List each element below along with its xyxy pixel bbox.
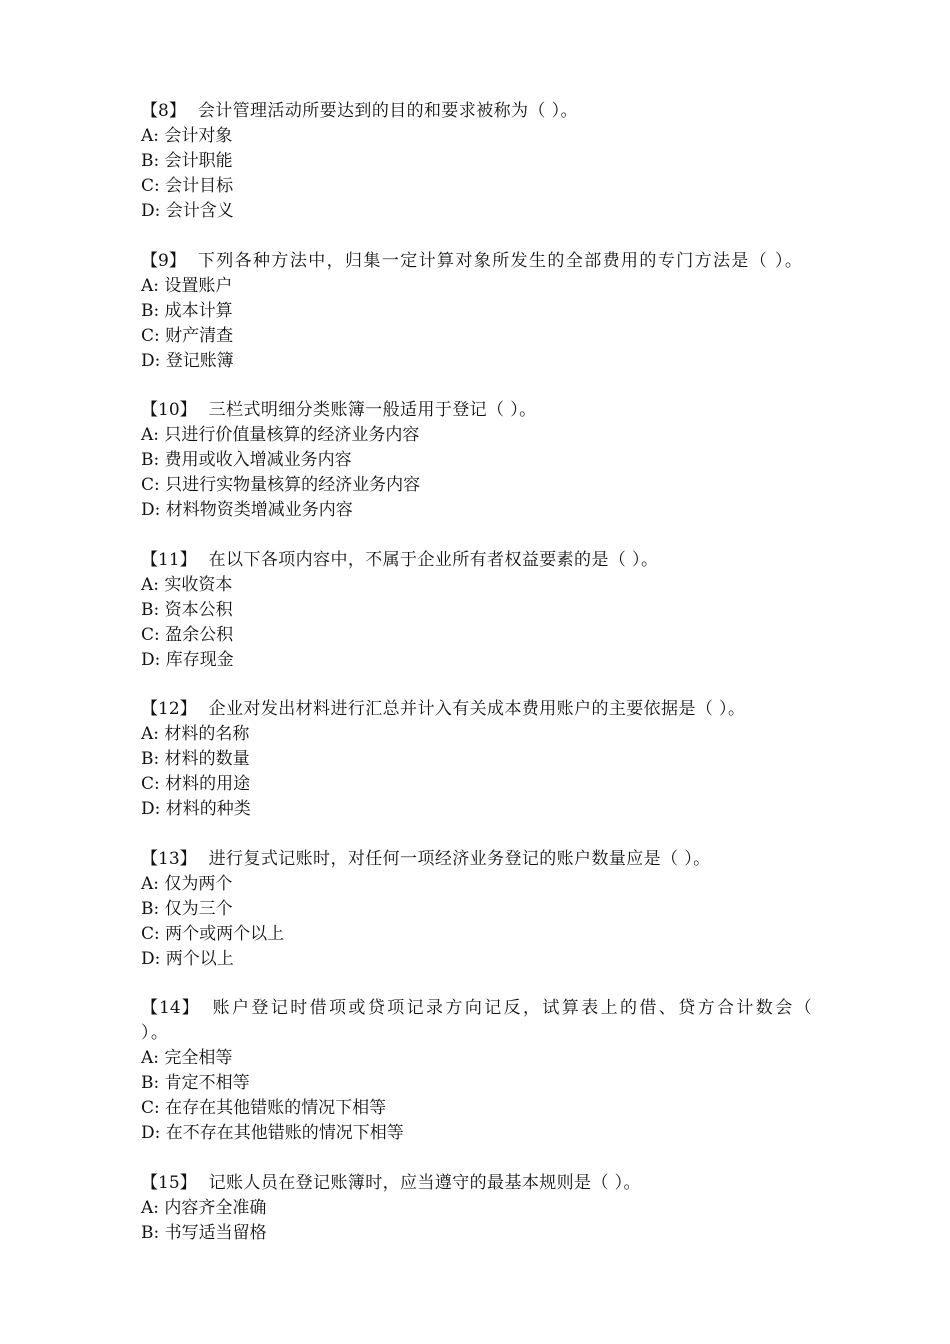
question-stem [141,1171,813,1196]
question-12 [141,697,813,822]
option-b: B: 仅为三个 [141,898,233,919]
question-text: 会计管理活动所要达到的目的和要求被称为（ ）。 [197,101,578,121]
option-b: B: 肯定不相等 [141,1073,250,1093]
option-b: B: 会计职能 [141,151,233,171]
option-d: D: 材料物资类增减业务内容 [141,500,353,520]
option-b: B: 费用或收入增减业务内容 [141,450,352,470]
option-c: C: 材料的用途 [141,774,251,794]
question-text: 在以下各项内容中，不属于企业所有者权益要素的是（ ）。 [208,549,659,570]
question-stem [141,996,813,1046]
question-15 [141,1171,813,1246]
question-text: 进行复式记账时，对任何一项经济业务登记的账户数量应是（ ）。 [208,848,711,869]
question-stem [141,847,813,872]
option-a: A: 仅为两个 [141,873,233,894]
question-text: 下列各种方法中，归集一定计算对象所发生的全部费用的专门方法是（ ）。 [197,250,804,271]
question-14 [141,996,813,1146]
option-c: C: 会计目标 [141,176,234,196]
option-c: C: 在存在其他错账的情况下相等 [141,1098,387,1118]
option-d: D: 登记账簿 [141,350,234,371]
question-stem [141,548,813,573]
question-number: 【13】 [141,848,197,869]
question-stem [141,249,813,274]
question-number: 【9】 [141,250,186,271]
option-c: C: 盈余公积 [141,624,234,645]
option-c: C: 财产清查 [141,325,234,346]
option-b: B: 书写适当留格 [141,1222,267,1243]
option-d: D: 在不存在其他错账的情况下相等 [141,1123,404,1143]
option-d: D: 库存现金 [141,649,234,670]
option-b: B: 材料的数量 [141,749,250,769]
question-text: 账户登记时借项或贷项记录方向记反，试算表上的借、贷方合计数会（ ）。 [141,998,813,1043]
option-a: A: 材料的名称 [141,724,250,744]
option-a: A: 设置账户 [141,275,233,296]
question-number: 【8】 [141,101,186,121]
option-d: D: 两个以上 [141,948,234,969]
question-text: 三栏式明细分类账簿一般适用于登记（ ）。 [208,400,537,420]
option-a: A: 会计对象 [141,126,233,146]
question-text: 记账人员在登记账簿时，应当遵守的最基本规则是（ ）。 [208,1172,641,1193]
option-a: A: 实收资本 [141,574,233,595]
option-d: D: 会计含义 [141,201,234,221]
question-stem [141,99,813,124]
option-c: C: 两个或两个以上 [141,923,285,944]
option-b: B: 资本公积 [141,599,233,620]
question-number: 【10】 [141,400,197,420]
question-stem [141,398,813,423]
question-list [141,99,813,1270]
option-a: A: 只进行价值量核算的经济业务内容 [141,425,420,445]
question-number: 【11】 [141,549,197,570]
question-11 [141,548,813,673]
option-a: A: 内容齐全准确 [141,1197,267,1218]
question-number: 【14】 [141,998,200,1018]
question-stem [141,697,813,722]
question-number: 【12】 [141,699,197,719]
option-a: A: 完全相等 [141,1048,233,1068]
question-10 [141,398,813,523]
question-8 [141,99,813,224]
option-c: C: 只进行实物量核算的经济业务内容 [141,475,421,495]
question-text: 企业对发出材料进行汇总并计入有关成本费用账户的主要依据是（ ）。 [208,699,746,719]
question-number: 【15】 [141,1172,197,1193]
option-b: B: 成本计算 [141,300,233,321]
question-9 [141,249,813,374]
question-13 [141,847,813,972]
option-d: D: 材料的种类 [141,799,251,819]
